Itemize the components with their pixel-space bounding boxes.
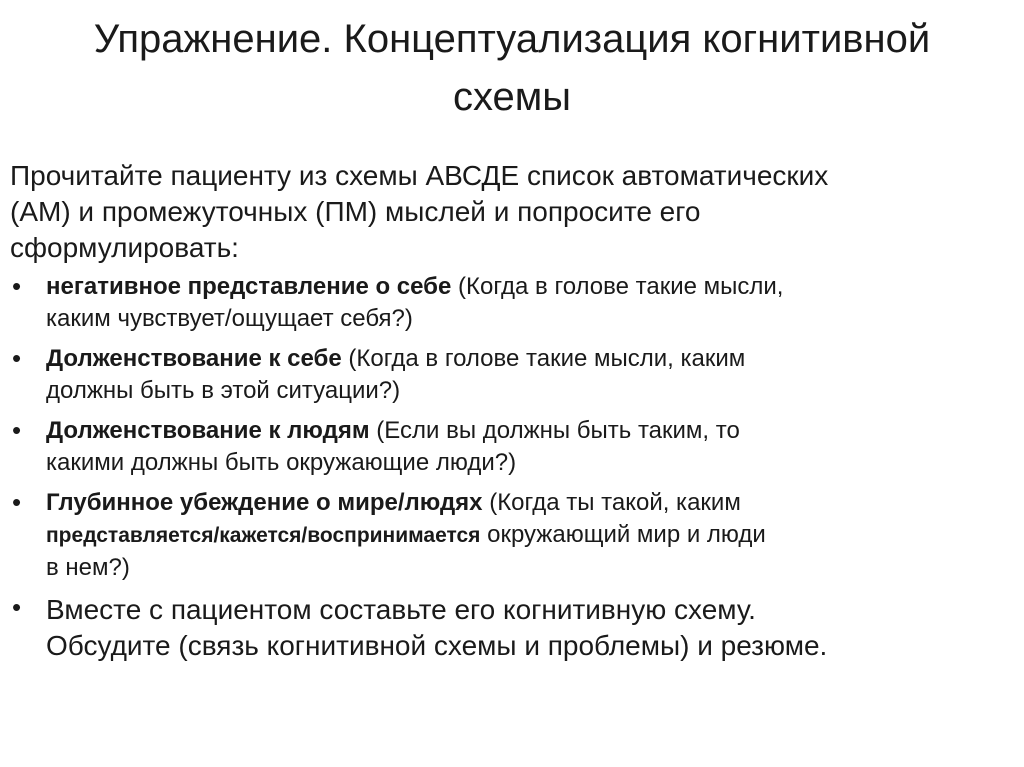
bullet-marker-icon: • (12, 271, 22, 301)
bullet-marker-icon: • (12, 415, 22, 445)
bullet-line: Обсудите (связь когнитивной схемы и проблемы) и резюме. (46, 630, 828, 661)
bullet-item-should-self (10, 343, 1010, 407)
bullet-text (46, 415, 1010, 479)
bullet-marker-icon: • (12, 592, 22, 622)
slide-body (10, 158, 1010, 672)
bullet-line: какими должны быть окружающие люди?) (46, 449, 517, 476)
bullet-rest: окружающий мир и люди (480, 521, 766, 548)
bullet-rest: (Если вы должны быть таким, то (369, 417, 740, 444)
bullet-bold-label: Долженствование к себе (46, 345, 342, 372)
bullet-bold-label: Глубинное убеждение о мире/людях (46, 489, 483, 516)
bullet-text (46, 343, 1010, 407)
bullet-text (46, 592, 1010, 664)
bullet-bold-label: негативное представление о себе (46, 273, 452, 300)
bullet-line (46, 271, 1010, 303)
bullet-line: Вместе с пациентом составьте его когнитивную схему. (46, 594, 756, 625)
bullet-line: каким чувствует/ощущает себя?) (46, 305, 413, 332)
bullet-text (46, 271, 1010, 335)
bullet-bold-label: Долженствование к людям (46, 417, 370, 444)
slide-title (20, 10, 1004, 126)
bullet-line (46, 343, 1010, 375)
bullet-line: должны быть в этой ситуации?) (46, 377, 401, 404)
bullet-bold-phrase: представляется/кажется/воспринимается (46, 524, 481, 547)
intro-line-1: Прочитайте пациенту из схемы АВСДЕ список автоматических (10, 160, 829, 191)
bullet-rest: (Когда ты такой, каким (482, 489, 741, 516)
bullet-rest: (Когда в голове такие мысли, (451, 273, 784, 300)
intro-paragraph (10, 158, 1010, 266)
bullet-line (46, 519, 1010, 552)
title-line-2: схемы (452, 75, 572, 119)
bullet-text (46, 487, 1010, 584)
bullet-list (10, 271, 1010, 664)
title-line-1: Упражнение. Концептуализация когнитивной (93, 17, 931, 61)
bullet-item-summary (10, 592, 1010, 664)
bullet-line (46, 487, 1010, 519)
intro-line-2: (АМ) и промежуточных (ПМ) мыслей и попросите его (10, 196, 701, 227)
intro-line-3: сформулировать: (10, 232, 239, 263)
bullet-marker-icon: • (12, 487, 22, 517)
bullet-item-negative-self (10, 271, 1010, 335)
bullet-item-should-people (10, 415, 1010, 479)
bullet-line (46, 415, 1010, 447)
bullet-rest: (Когда в голове такие мысли, каким (341, 345, 746, 372)
bullet-marker-icon: • (12, 343, 22, 373)
bullet-item-core-belief (10, 487, 1010, 584)
bullet-line: в нем?) (46, 554, 130, 581)
